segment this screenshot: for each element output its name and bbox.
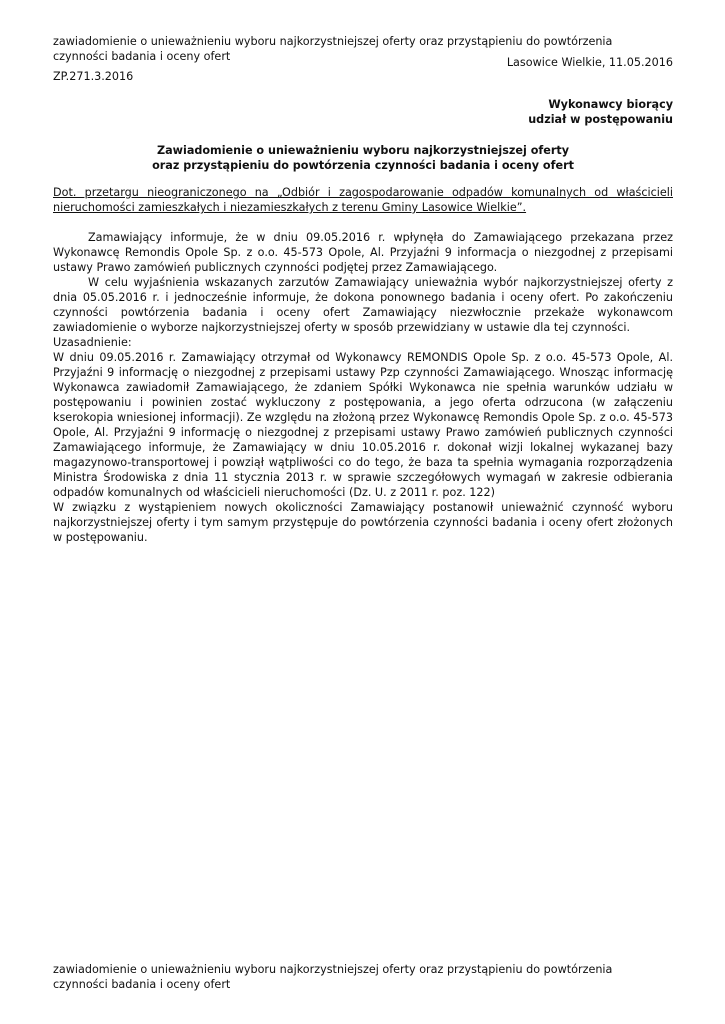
document-body [53,230,673,545]
title-line-2: oraz przystąpieniu do powtórzenia czynności badania i oceny ofert [152,159,574,172]
subject-line: Dot. przetargu nieograniczonego na „Odbiór i zagospodarowanie odpadów komunalnych od właścicieli nieruchomości zamieszkałych i niezamieszkałych z terenu Gminy Lasowice Wielkie”. [53,186,673,214]
recipient-line-1: Wykonawcy biorący [548,98,673,111]
body-paragraph-1: Zamawiający informuje, że w dniu 09.05.2016 r. wpłynęła do Zamawiającego przekazana przez Wykonawcę Remondis Opole Sp. z o.o. 45-573 Opole, Al. Przyjaźni 9 informacja o niezgodnej z przepisami ustawy Prawo zamówień publicznych czynności podjętej przez Zamawiającego. [53,231,673,274]
title-line-1: Zawiadomienie o unieważnieniu wyboru najkorzystniejszej oferty [156,144,570,157]
body-paragraph-4: W związku z wystąpieniem nowych okoliczności Zamawiający postanowił unieważnić czynność wyboru najkorzystniejszej oferty i tym samym przystępuje do powtórzenia czynności badania i oceny ofert złożonych w postępowaniu. [53,501,673,544]
reference-number: ZP.271.3.2016 [53,70,134,83]
place-date: Lasowice Wielkie, 11.05.2016 [506,56,673,69]
recipient-block [528,97,673,127]
justification-heading: Uzasadnienie: [53,336,132,349]
header-running-title: zawiadomienie o unieważnieniu wyboru najkorzystniejszej oferty oraz przystąpieniu do powtórzenia czynności badania i oceny ofert [53,35,613,63]
recipient-line-2: udział w postępowaniu [528,113,673,126]
footer-running-title: zawiadomienie o unieważnieniu wyboru najkorzystniejszej oferty oraz przystąpieniu do powtórzenia czynności badania i oceny ofert [53,963,613,991]
body-paragraph-2: W celu wyjaśnienia wskazanych zarzutów Zamawiający unieważnia wybór najkorzystniejszej oferty z dnia 05.05.2016 r. i jednocześnie informuje, że dokona ponownego badania i oceny ofert. Po zakończeniu czynności powtórzenia badania i oceny ofert Zamawiający niezwłocznie przekaże wykonawcom zawiadomienie o wyborze najkorzystniejszej oferty w sposób przewidziany w ustawie dla tej czynności. [53,276,673,334]
body-paragraph-3: W dniu 09.05.2016 r. Zamawiający otrzymał od Wykonawcy REMONDIS Opole Sp. z o.o. 45-573 Opole, Al. Przyjaźni 9 informację o niezgodnej z przepisami ustawy Pzp czynności Zamawiającego. Wnosząc informację Wykonawca zawiadomił Zamawiającego, że zdaniem Spółki Wykonawca nie spełnia warunków udziału w postępowaniu i powinien zostać wykluczony z postępowania, a jego oferta odrzucona (w załączeniu kserokopia wniesionej informacji). Ze względu na złożoną przez Wykonawcę Remondis Opole Sp. z o.o. 45-573 Opole, Al. Przyjaźni 9 informację o niezgodnej z przepisami ustawy Prawo zamówień publicznych czynności Zamawiającego informuje, że Zamawiający w dniu 10.05.2016 r. dokonał wizji lokalnej wykazanej bazy magazynowo-transportowej i powziął wątpliwości co do tego, że baza ta spełnia wymagania rozporządzenia Ministra Środowiska z dnia 11 stycznia 2013 r. w sprawie szczegółowych wymagań w zakresie odbierania odpadów komunalnych od właścicieli nieruchomości (Dz. U. z 2011 r. poz. 122) [53,351,673,499]
document-title [53,143,673,173]
